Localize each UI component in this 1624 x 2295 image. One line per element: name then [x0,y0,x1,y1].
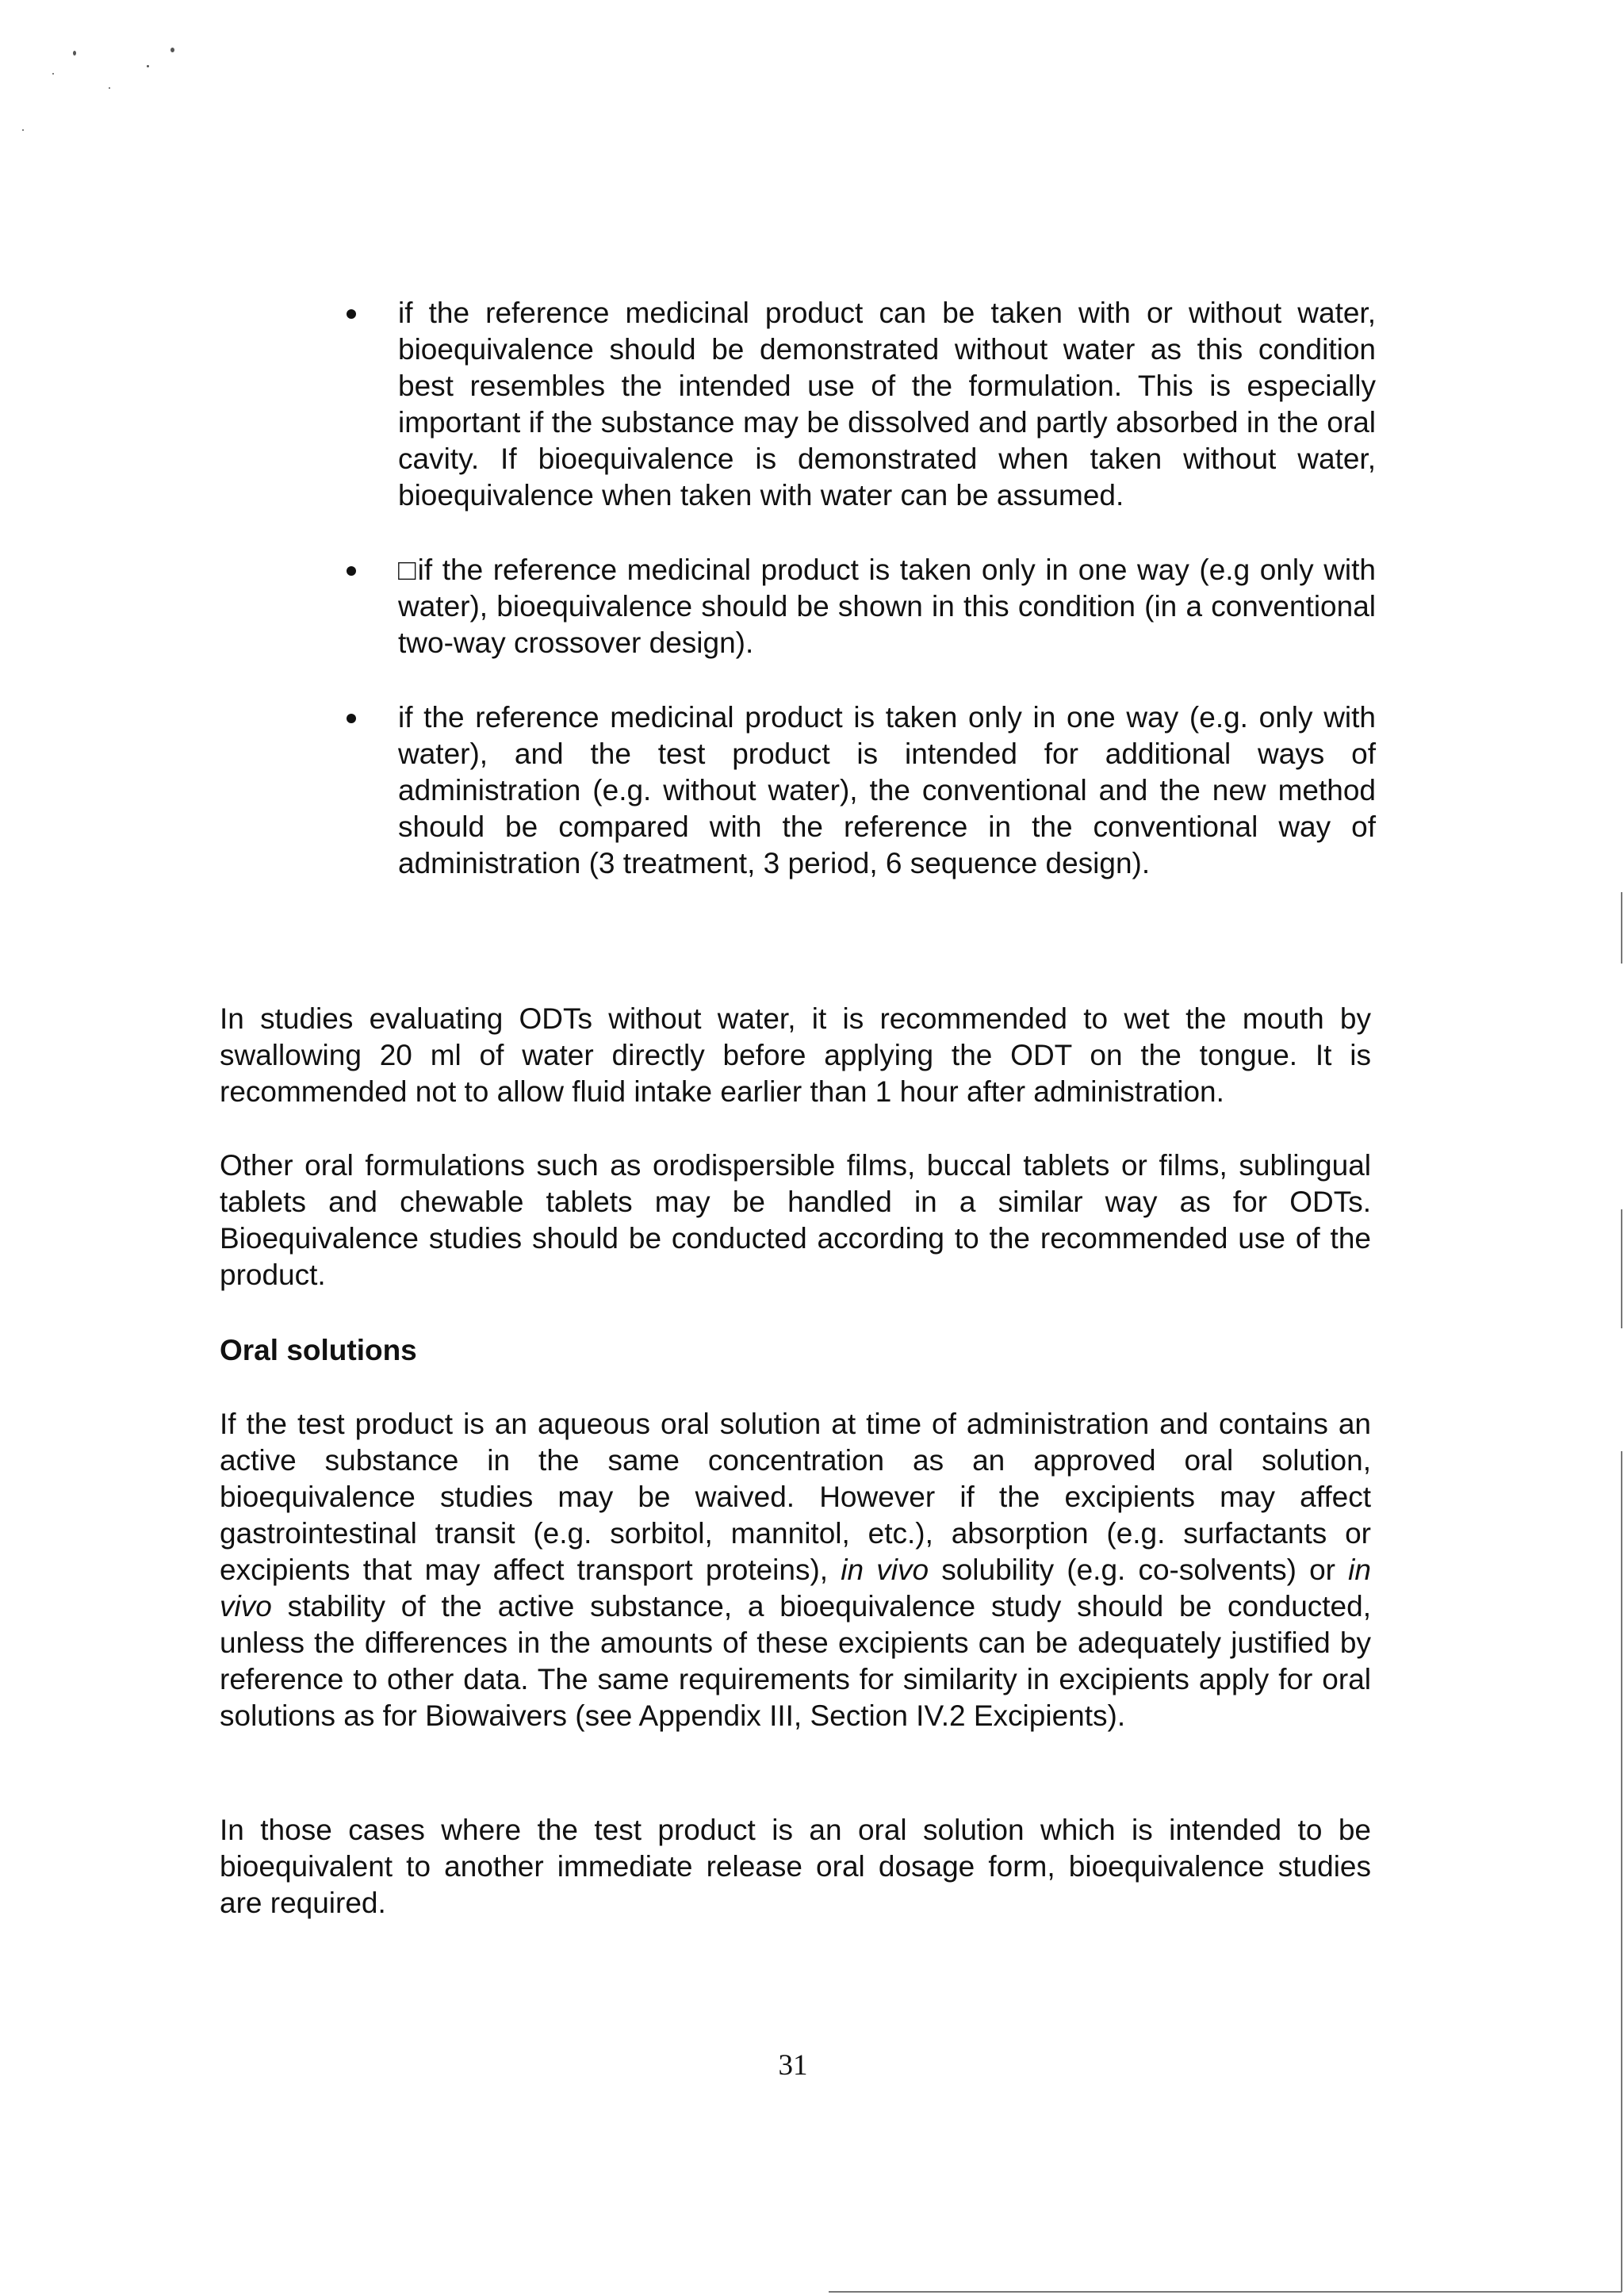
italic-term: in vivo [220,1554,1371,1623]
list-item [345,699,1376,882]
bullet-icon [347,714,356,723]
list-item [345,552,1376,661]
paragraph-odt-without-water: In studies evaluating ODTs without water, it is recommended to wet the mouth by swallowing 20 ml of water directly before applying the ODT on the tongue. It is recommended not to allow fluid intake earlier than 1 hour after administration. [220,1002,1371,1108]
list-item-text: □if the reference medicinal product is taken only in one way (e.g only with water), bioequivalence should be shown in this condition (in a conventional two-way crossover design). [398,554,1376,659]
paragraph-text: If the test product is an aqueous oral solution at time of administration and contains an active substance in the same concentration as an approved oral solution, bioequivalence studies may be waived. However if the excipients may affect gastrointestinal transit (e.g. sorbitol, mannitol, etc.), absorption (e.g. surfactants or excipients that may affect transport proteins), [220,1408,1371,1586]
scan-speck [109,87,110,89]
bullet-icon [347,309,356,319]
scan-speck [52,73,54,75]
list-item [345,295,1376,514]
paragraph-text: solubility (e.g. co-solvents) or [929,1554,1349,1586]
scan-speck [22,129,24,131]
scan-speck [73,51,76,56]
scan-edge-mark [1621,892,1622,964]
italic-term: in vivo [841,1554,929,1586]
scan-edge-mark [1621,1209,1622,1328]
page-number: 31 [778,2049,808,2082]
list-item-text: if the reference medicinal product can be taken with or without water, bioequivalence should be demonstrated without water as this condition best resembles the intended use of the formulation. This is especially important if the substance may be dissolved and partly absorbed in the oral cavity. If bioequivalence is demonstrated when taken without water, bioequivalence when taken with water can be assumed. [398,297,1376,511]
paragraph-other-formulations: Other oral formulations such as orodispersible films, buccal tablets or films, sublingual tablets and chewable tablets may be handled in a similar way as for ODTs. Bioequivalence studies should be conducted according to the recommended use of the product. [220,1149,1371,1291]
section-heading-oral-solutions: Oral solutions [220,1334,417,1366]
scan-speck [170,48,174,52]
scan-speck [147,65,149,67]
paragraph-studies-required: In those cases where the test product is an oral solution which is intended to be bioequivalent to another immediate release oral dosage form, bioequivalence studies are required. [220,1814,1371,1919]
scan-edge-mark [1621,1451,1622,2292]
list-item-text: if the reference medicinal product is taken only in one way (e.g. only with water), and the test product is intended for additional ways of administration (e.g. without water), the conventional and the new method should be compared with the reference in the conventional way of administration (3 treatment, 3 period, 6 sequence design). [398,701,1376,879]
bullet-list [345,295,1376,920]
scan-edge-mark [829,2291,1622,2293]
paragraph-text: stability of the active substance, a bioequivalence study should be conducted, unless the differences in the amounts of these excipients can be adequately justified by reference to other data. The same requirements for similarity in excipients apply for oral solutions as for Biowaivers (see Appendix III, Section IV.2 Excipients). [220,1590,1371,1732]
bullet-icon [347,566,356,576]
paragraph-oral-solutions [220,1406,1371,1734]
